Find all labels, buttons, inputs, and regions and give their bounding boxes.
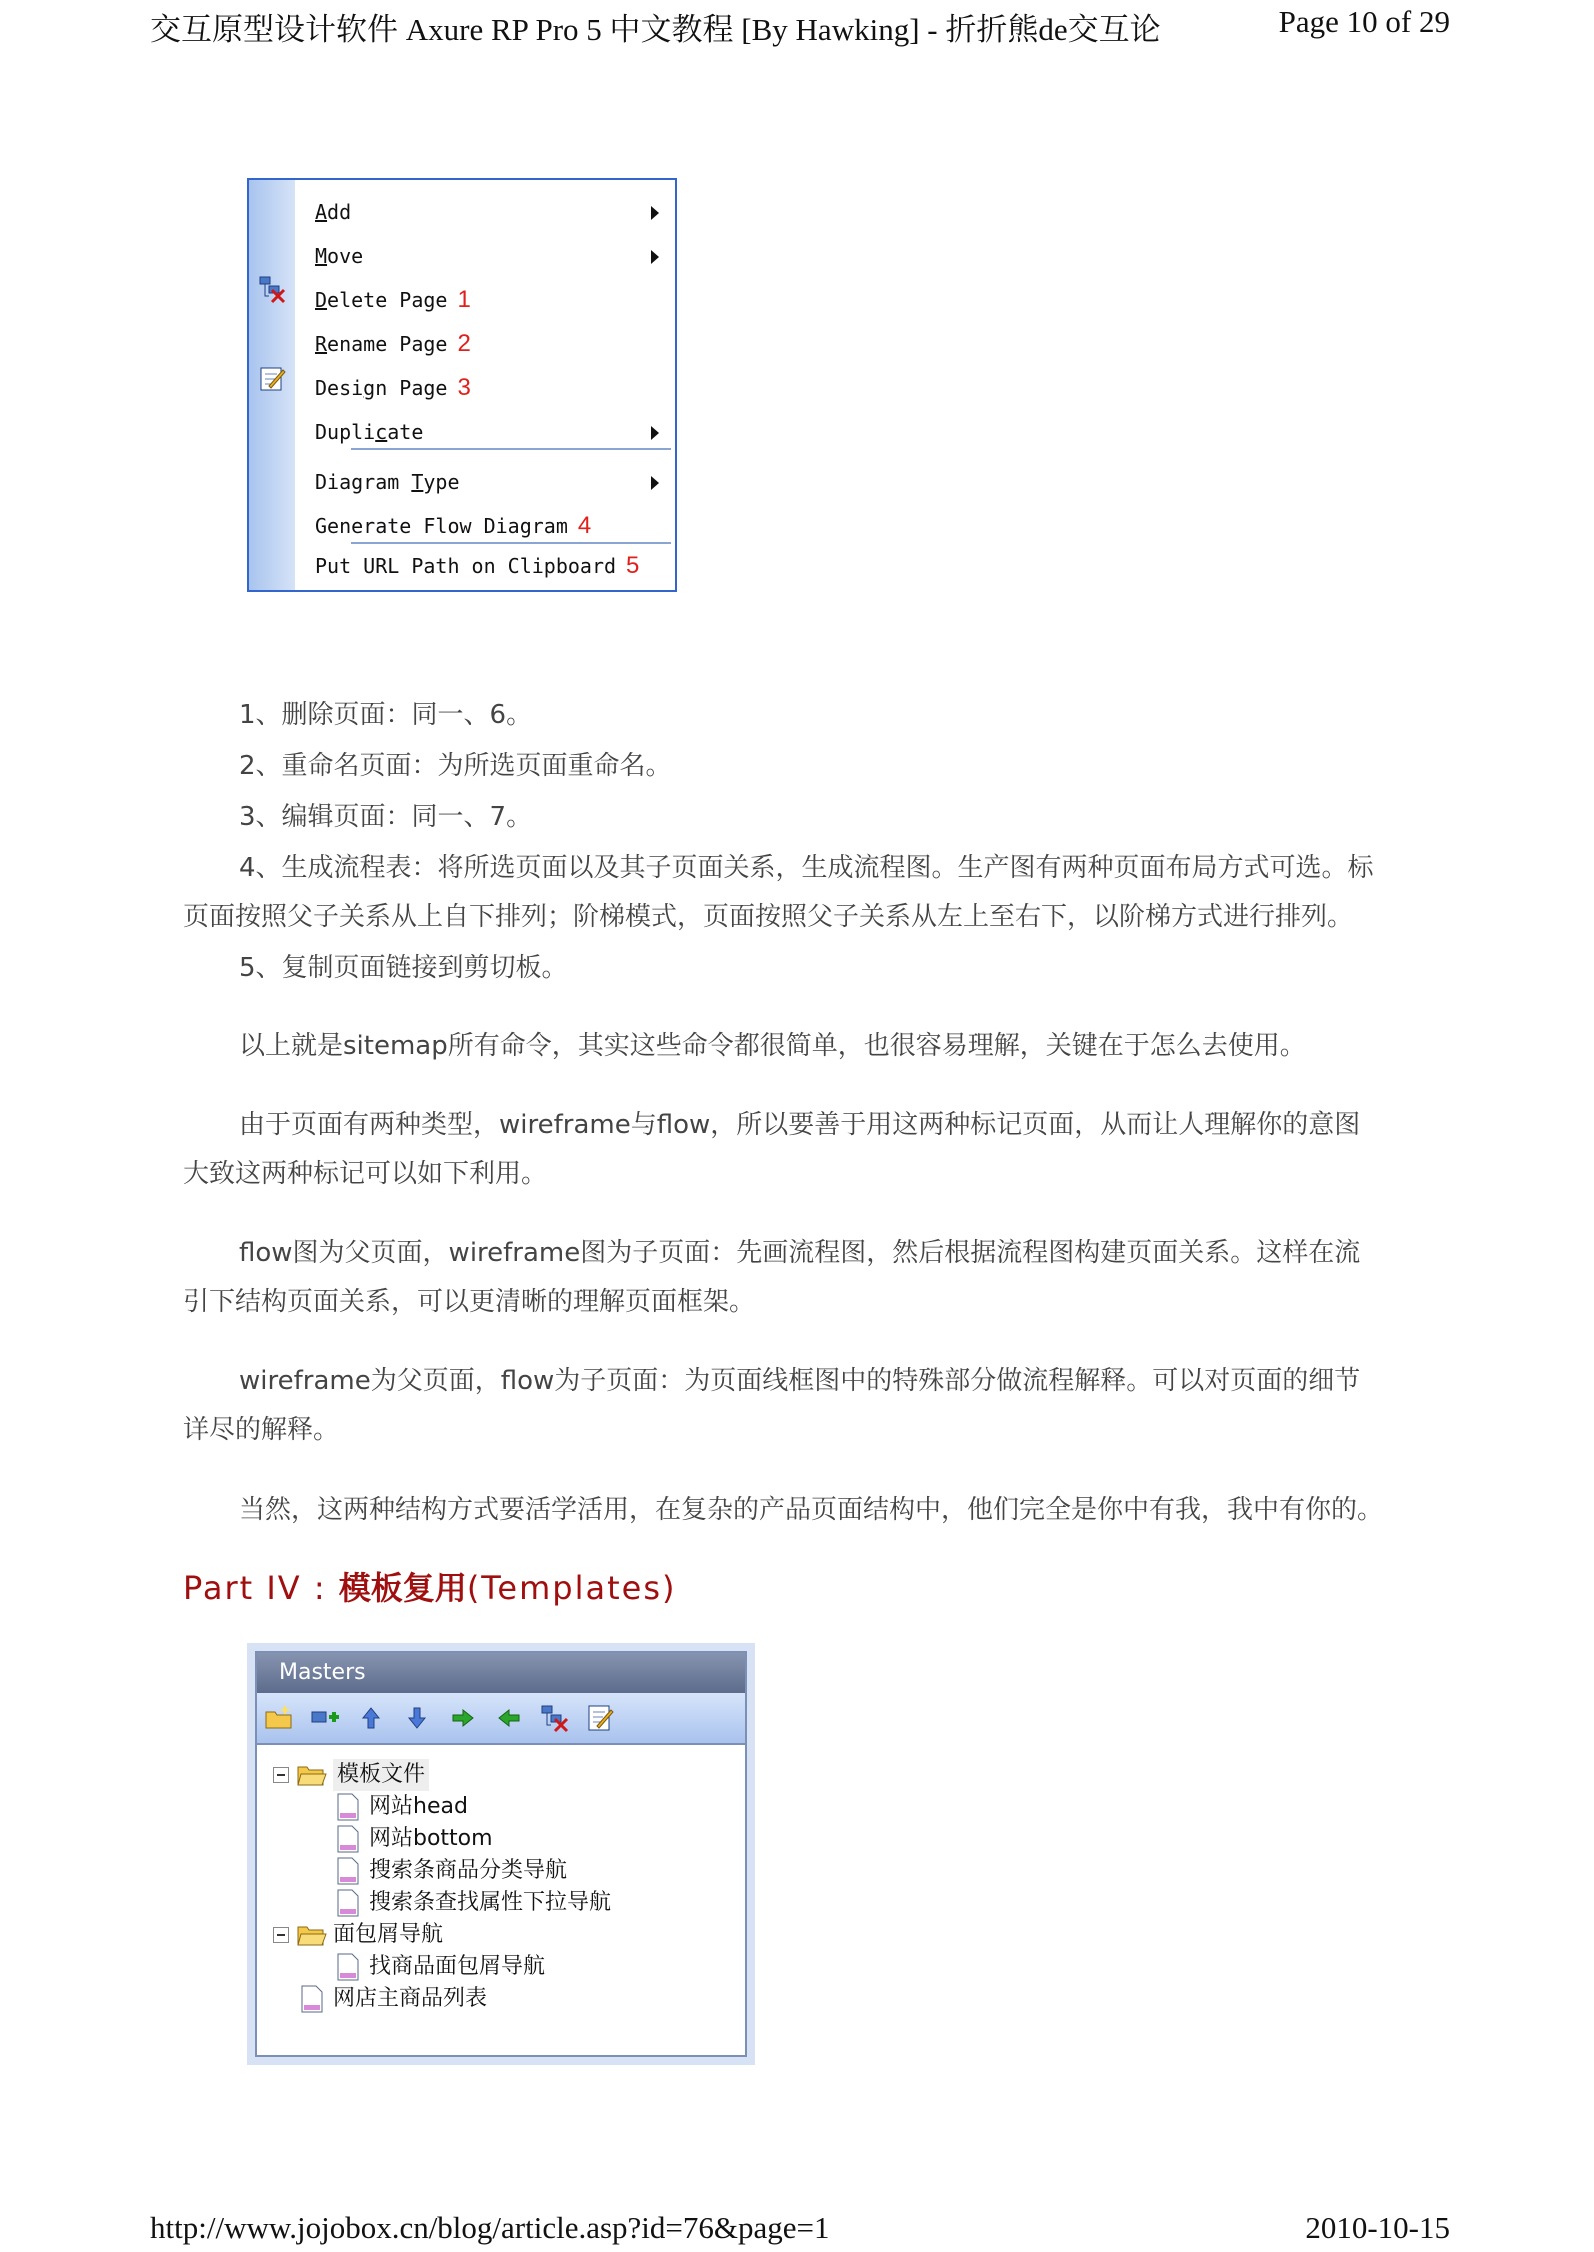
section-heading-templates: Part IV : 模板复用(Templates): [183, 1569, 677, 1607]
tree-item-master[interactable]: 找商品面包屑导航: [369, 1954, 546, 1979]
move-down-icon[interactable]: [401, 1702, 433, 1734]
master-page-icon: [337, 1857, 359, 1885]
callout-number: 4: [577, 512, 592, 539]
delete-master-icon[interactable]: [539, 1702, 571, 1734]
paragraph-page-types-continued: 大致这两种标记可以如下利用。: [183, 1159, 548, 1189]
paragraph-flow-parent: flow图为父页面，wireframe图为子页面：先画流程图，然后根据流程图构建页面关系。这样在流: [239, 1238, 1361, 1268]
page-number: Page 10 of 29: [1278, 4, 1450, 39]
tree-item-folder[interactable]: 面包屑导航: [333, 1922, 444, 1947]
master-page-icon: [337, 1825, 359, 1853]
list-item-4: 4、生成流程表：将所选页面以及其子页面关系，生成流程图。生产图有两种页面布局方式可选。标: [239, 853, 1374, 883]
tree-item-master[interactable]: 网店主商品列表: [333, 1986, 488, 2011]
indent-icon[interactable]: [447, 1702, 479, 1734]
document-title: 交互原型设计软件 Axure RP Pro 5 中文教程 [By Hawking] - 折折熊de交互论: [150, 12, 1161, 47]
callout-number: 3: [457, 374, 471, 401]
paragraph-flow-parent-continued: 引下结构页面关系，可以更清晰的理解页面框架。: [183, 1287, 756, 1317]
paragraph-summary: 以上就是sitemap所有命令，其实这些命令都很简单，也很容易理解，关键在于怎么去使用。: [239, 1031, 1306, 1061]
move-up-icon[interactable]: [355, 1702, 387, 1734]
list-item-5: 5、复制页面链接到剪切板。: [239, 953, 568, 983]
delete-page-icon: [257, 274, 287, 304]
print-date: 2010-10-15: [1305, 2210, 1450, 2245]
menu-item-rename-page[interactable]: Rename Page 2: [315, 330, 471, 357]
menu-item-move[interactable]: Move: [315, 244, 364, 268]
masters-panel-frame: Masters 模板文件 网站head 网站bottom 搜索条商品分类导航 搜索条查找属性下拉导航 面包屑导航 找商品面包屑导航 网店主商品列表: [255, 1651, 747, 2057]
folder-open-icon: [297, 1923, 327, 1947]
callout-number: 1: [457, 286, 471, 313]
master-page-icon: [301, 1985, 323, 2013]
page-header: [150, 4, 1450, 48]
new-folder-icon[interactable]: [263, 1702, 295, 1734]
menu-item-duplicate[interactable]: Duplicate: [315, 420, 424, 444]
page-footer: [150, 2210, 1450, 2250]
menu-item-generate-flow-diagram[interactable]: Generate Flow Diagram 4: [315, 512, 592, 539]
callout-number: 2: [457, 330, 471, 357]
paragraph-wireframe-parent-continued: 详尽的解释。: [183, 1415, 340, 1445]
paragraph-wireframe-parent: wireframe为父页面，flow为子页面：为页面线框图中的特殊部分做流程解释。可以对页面的细节: [239, 1366, 1361, 1396]
design-page-icon: [257, 364, 287, 394]
master-page-icon: [337, 1889, 359, 1917]
tree-item-master[interactable]: 搜索条查找属性下拉导航: [369, 1890, 612, 1915]
folder-open-icon: [297, 1763, 327, 1787]
submenu-arrow-icon: [651, 426, 659, 440]
menu-item-design-page[interactable]: Design Page 3: [315, 374, 471, 401]
submenu-arrow-icon: [651, 476, 659, 490]
masters-panel-title: Masters: [257, 1653, 745, 1693]
submenu-arrow-icon: [651, 250, 659, 264]
menu-item-add[interactable]: Add: [315, 200, 352, 224]
menu-separator: [351, 448, 671, 450]
outdent-icon[interactable]: [493, 1702, 525, 1734]
masters-panel: [247, 1643, 755, 2065]
sitemap-context-menu: [247, 178, 677, 592]
menu-item-delete-page[interactable]: Delete Page 1: [315, 286, 471, 313]
paragraph-page-types: 由于页面有两种类型，wireframe与flow，所以要善于用这两种标记页面，从而让人理解你的意图: [239, 1110, 1361, 1140]
list-item-2: 2、重命名页面：为所选页面重命名。: [239, 751, 672, 781]
tree-item-master[interactable]: 网站bottom: [369, 1826, 493, 1851]
add-master-icon[interactable]: [309, 1702, 341, 1734]
paragraph-conclusion: 当然，这两种结构方式要活学活用，在复杂的产品页面结构中，他们完全是你中有我，我中有你的。: [239, 1495, 1384, 1525]
master-page-icon: [337, 1953, 359, 1981]
edit-master-icon[interactable]: [585, 1702, 617, 1734]
source-url[interactable]: http://www.jojobox.cn/blog/article.asp?id=76&page=1: [150, 2210, 830, 2245]
menu-separator: [351, 542, 671, 544]
masters-toolbar: [257, 1693, 745, 1745]
tree-item-master[interactable]: 搜索条商品分类导航: [369, 1858, 568, 1883]
list-item-1: 1、删除页面：同一、6。: [239, 700, 533, 730]
tree-item-master[interactable]: 网站head: [369, 1794, 468, 1819]
list-item-3: 3、编辑页面：同一、7。: [239, 802, 533, 832]
master-page-icon: [337, 1793, 359, 1821]
menu-item-diagram-type[interactable]: Diagram Type: [315, 470, 460, 494]
menu-item-put-url-path[interactable]: Put URL Path on Clipboard 5: [315, 552, 640, 579]
callout-number: 5: [626, 552, 640, 579]
list-item-4-continued: 页面按照父子关系从上自下排列；阶梯模式，页面按照父子关系从左上至右下，以阶梯方式进行排列。: [183, 902, 1354, 932]
collapse-toggle-icon[interactable]: [273, 1767, 289, 1783]
collapse-toggle-icon[interactable]: [273, 1927, 289, 1943]
submenu-arrow-icon: [651, 206, 659, 220]
